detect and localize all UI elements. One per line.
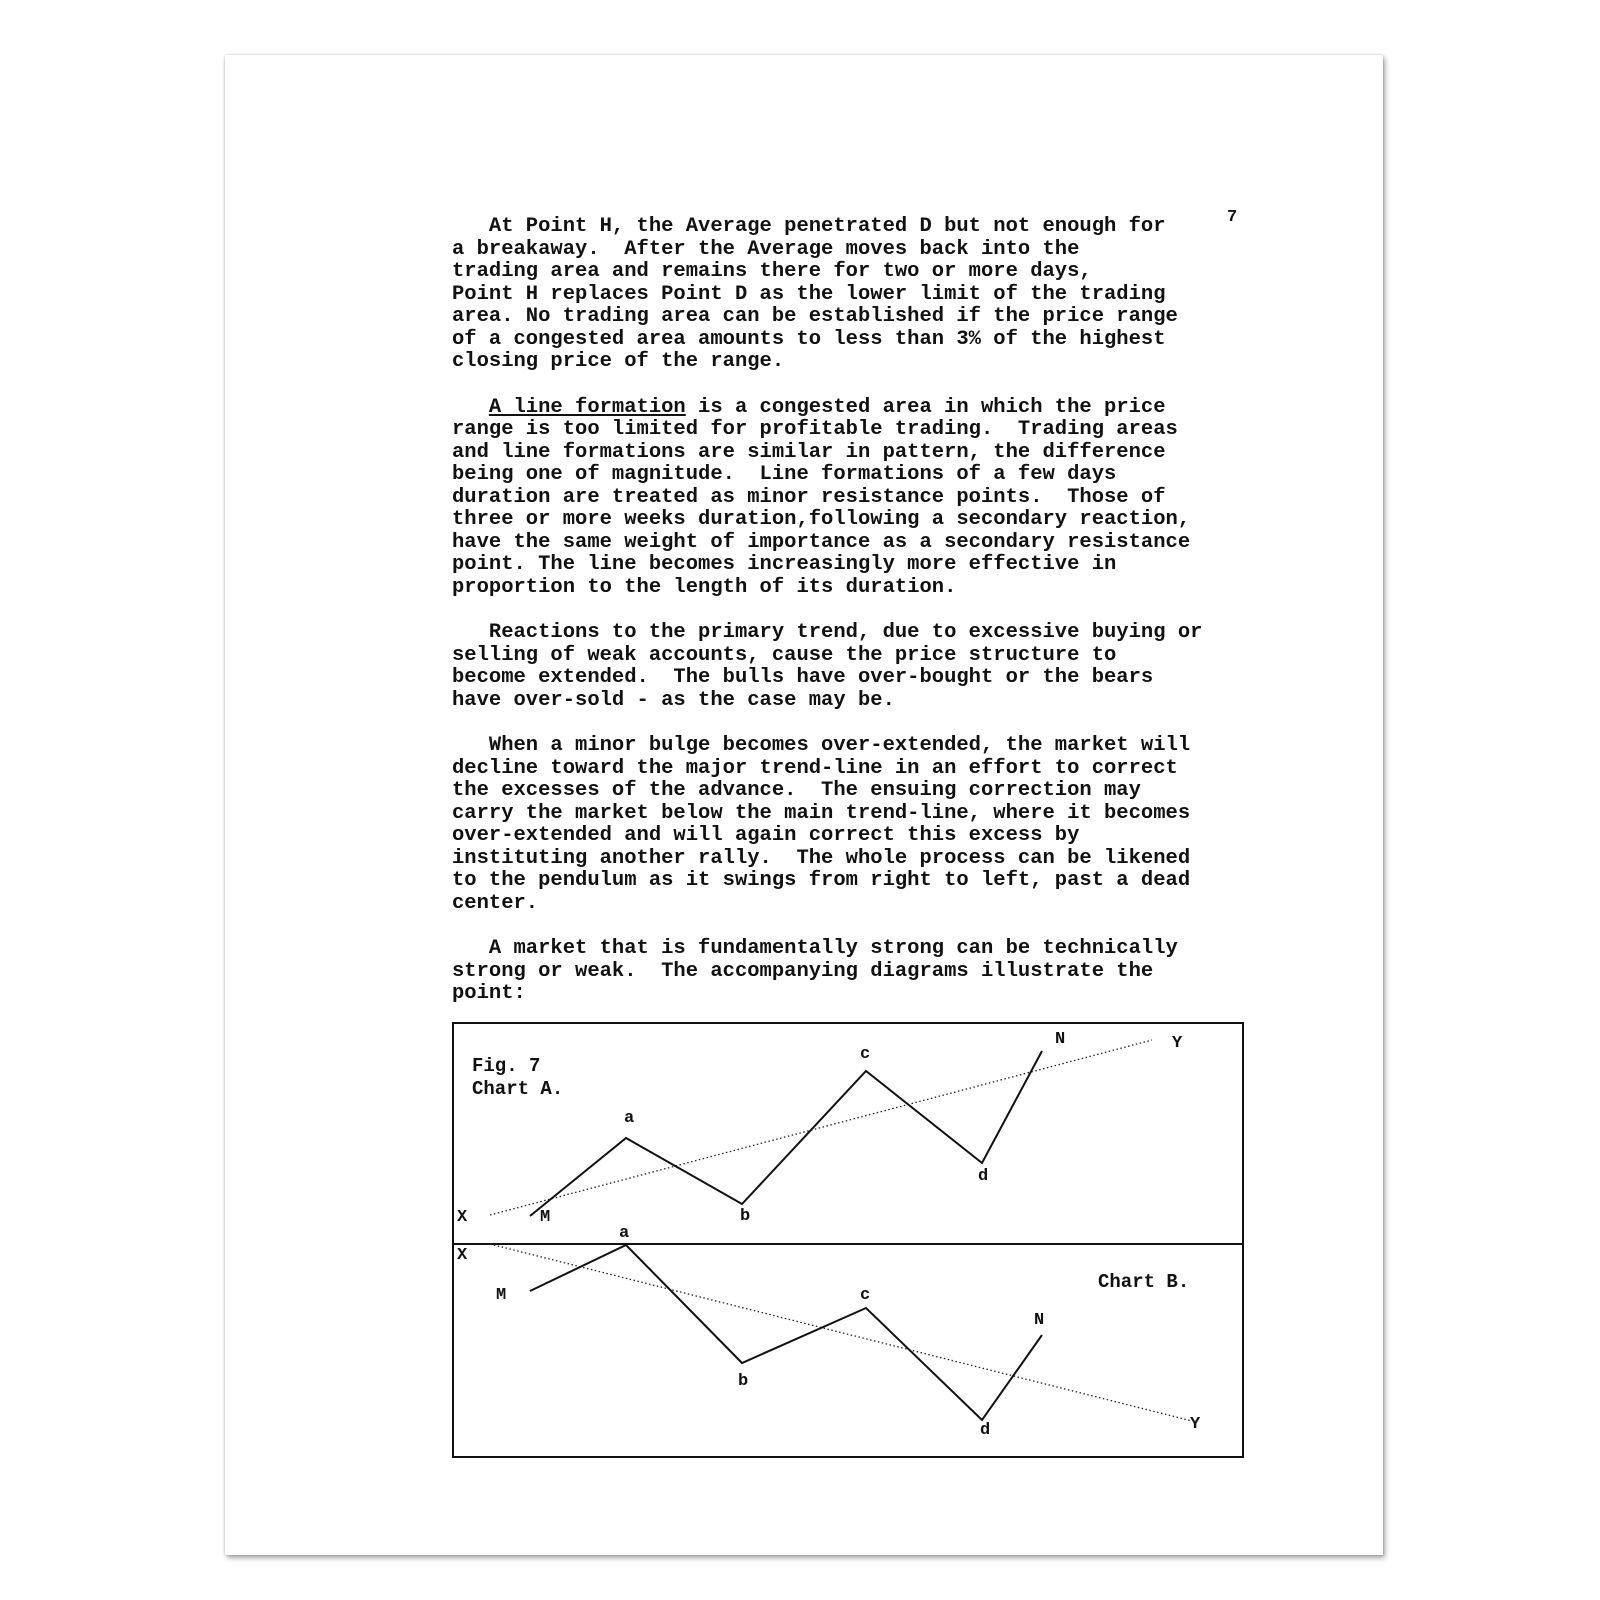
chart-b-price-line bbox=[530, 1245, 1045, 1420]
chart-b-point-label: d bbox=[980, 1421, 991, 1440]
indent bbox=[452, 396, 489, 419]
text-line: At Point H, the Average penetrated D but not enough for bbox=[452, 215, 1166, 238]
text-line: Reactions to the primary trend, due to excessive buying or bbox=[452, 621, 1203, 644]
paragraph-point-h bbox=[452, 216, 1392, 374]
text-line: being one of magnitude. Line formations of a few days bbox=[452, 463, 1117, 486]
underlined-term: A line formation bbox=[488, 395, 686, 419]
text-line: selling of weak accounts, cause the price structure to bbox=[452, 643, 1117, 667]
chart-a-price-line bbox=[530, 1051, 1042, 1216]
figure-frame bbox=[453, 1023, 1243, 1457]
text-line: to the pendulum as it swings from right to left, past a dead bbox=[452, 869, 1191, 892]
text-line: A market that is fundamentally strong can be technically bbox=[452, 937, 1178, 960]
text-line: When a minor bulge becomes over-extended, the market will bbox=[452, 734, 1191, 757]
chart-b-trend-end-label: Y bbox=[1190, 1415, 1201, 1434]
text-line: decline toward the major trend-line in an effort to correct bbox=[452, 756, 1178, 780]
text-line: closing price of the range. bbox=[452, 350, 785, 373]
chart-a-point-label: b bbox=[740, 1207, 751, 1226]
chart-b-point-label: a bbox=[619, 1224, 630, 1243]
paragraph-market-strength bbox=[452, 938, 1392, 1006]
text-line-rest: is a congested area in which the price bbox=[685, 395, 1166, 419]
text-line: area. No trading area can be established if the price range bbox=[452, 305, 1178, 328]
chart-b-title: Chart B. bbox=[1098, 1271, 1190, 1293]
text-line: strong or weak. The accompanying diagrams illustrate the bbox=[452, 959, 1154, 983]
text-line: a breakaway. After the Average moves back into the bbox=[452, 237, 1080, 261]
chart-a-title: Chart A. bbox=[472, 1078, 564, 1100]
chart-a-point-label: M bbox=[540, 1208, 551, 1227]
text-line: three or more weeks duration,following a secondary reaction, bbox=[452, 508, 1191, 531]
text-line: center. bbox=[452, 891, 539, 915]
chart-b-point-label: M bbox=[496, 1286, 507, 1305]
paragraph-minor-bulge bbox=[452, 735, 1392, 915]
text-line: point: bbox=[452, 982, 526, 1005]
chart-b-trend-line bbox=[490, 1244, 1192, 1421]
chart-b-trend-start-label: X bbox=[457, 1246, 468, 1265]
text-line: and line formations are similar in pattern, the difference bbox=[452, 440, 1166, 464]
chart-b-point-label: b bbox=[738, 1372, 749, 1391]
figure-7 bbox=[452, 1022, 1246, 1460]
paragraph-line-formation bbox=[452, 397, 1392, 600]
page-number: 7 bbox=[1227, 208, 1238, 227]
chart-a-point-label: d bbox=[978, 1167, 989, 1186]
text-line: have over-sold - as the case may be. bbox=[452, 688, 895, 712]
chart-a-point-label: a bbox=[624, 1109, 635, 1128]
text-line: of a congested area amounts to less than 3% of the highest bbox=[452, 327, 1166, 351]
chart-a bbox=[457, 1030, 1183, 1227]
paragraph-reactions bbox=[452, 622, 1392, 712]
chart-b bbox=[457, 1224, 1201, 1440]
text-line: have the same weight of importance as a secondary resistance bbox=[452, 530, 1191, 554]
figure-svg bbox=[452, 1022, 1246, 1460]
text-line: point. The line becomes increasingly more effective in bbox=[452, 553, 1117, 576]
text-line: proportion to the length of its duration. bbox=[452, 575, 957, 599]
chart-a-point-label: c bbox=[860, 1045, 871, 1064]
text-line: duration are treated as minor resistance points. Those of bbox=[452, 485, 1166, 509]
text-line: over-extended and will again correct this excess by bbox=[452, 824, 1080, 847]
figure-label: Fig. 7 bbox=[472, 1055, 541, 1077]
text-line: Point H replaces Point D as the lower limit of the trading bbox=[452, 282, 1166, 306]
text-line: the excesses of the advance. The ensuing correction may bbox=[452, 779, 1141, 802]
chart-a-point-label: N bbox=[1055, 1030, 1066, 1049]
text-line: become extended. The bulls have over-bought or the bears bbox=[452, 666, 1154, 689]
chart-b-point-label: c bbox=[860, 1286, 871, 1305]
body-text bbox=[452, 216, 1392, 1029]
text-line bbox=[452, 397, 1392, 420]
chart-a-trend-end-label: Y bbox=[1172, 1034, 1183, 1053]
chart-a-trend-line bbox=[490, 1040, 1152, 1215]
text-line: trading area and remains there for two or more days, bbox=[452, 260, 1092, 283]
text-line: range is too limited for profitable trading. Trading areas bbox=[452, 418, 1178, 441]
text-line: carry the market below the main trend-line, where it becomes bbox=[452, 801, 1191, 825]
chart-b-point-label: N bbox=[1034, 1311, 1045, 1330]
text-line: instituting another rally. The whole process can be likened bbox=[452, 846, 1191, 870]
chart-a-trend-start-label: X bbox=[457, 1208, 468, 1227]
